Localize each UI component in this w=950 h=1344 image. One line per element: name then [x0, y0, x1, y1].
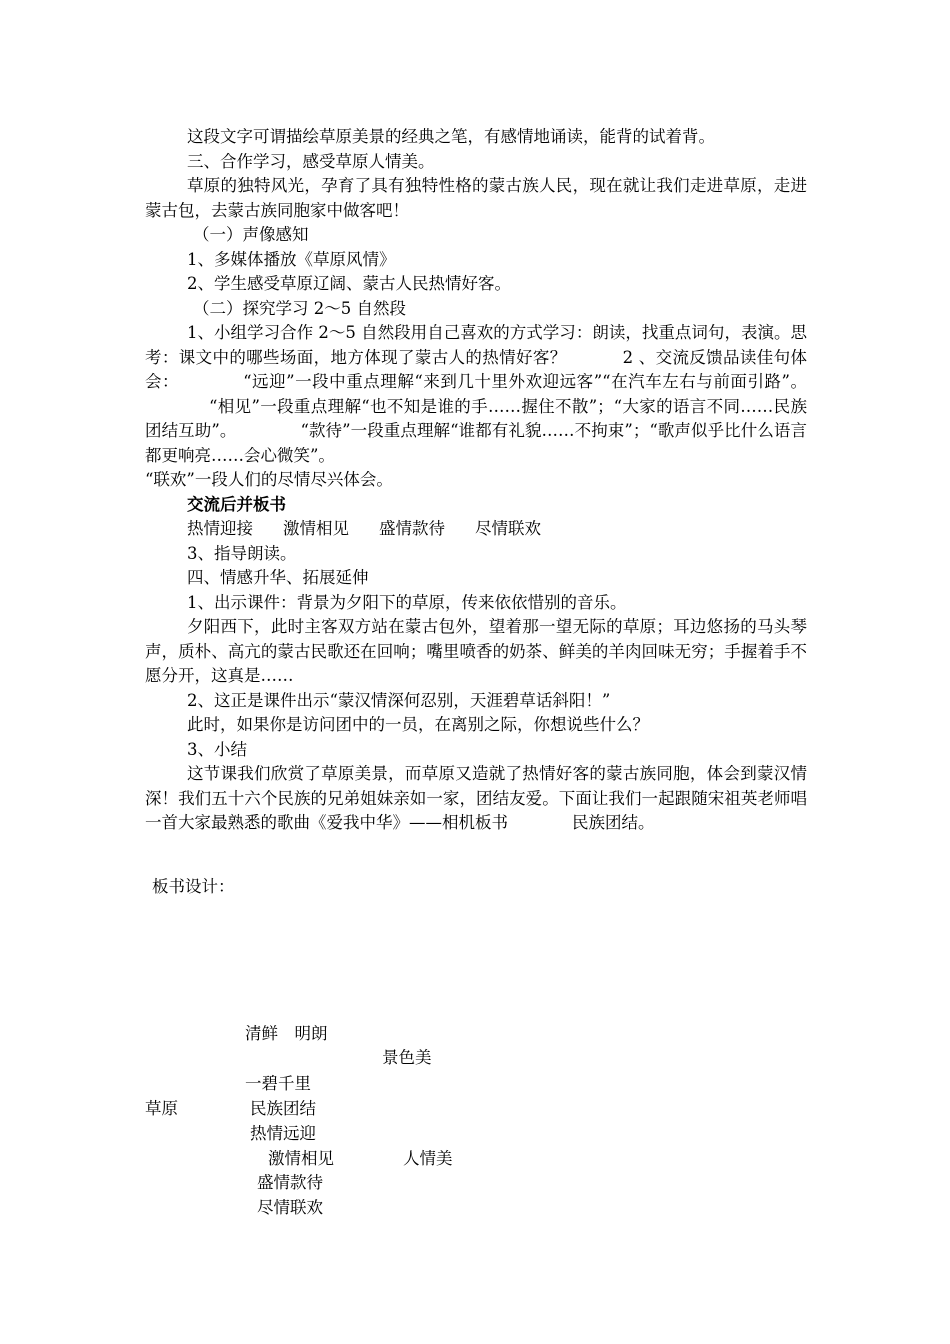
- list-item: 1、多媒体播放《草原风情》: [187, 249, 396, 269]
- board-design-title: 板书设计：: [152, 877, 235, 896]
- summary-term: 激情相见: [283, 519, 349, 538]
- text-run: “款待”一段重点理解“谁都有礼貌……不拘束”；“歌声似乎比什么语言都更响亮……会心微笑”。: [145, 421, 807, 465]
- text-run: “相见”一段重点理解“也不知是谁的手……握住不散”；“大家的语言不同……民族团结互助”。: [145, 396, 807, 440]
- list-item: 3、指导朗读。: [187, 543, 297, 563]
- board-item: 清鲜 明朗: [245, 1024, 328, 1043]
- paragraph: [145, 321, 807, 468]
- text-run: 民族团结。: [572, 813, 655, 832]
- list-item: 3、小结: [187, 739, 247, 759]
- board-item: 民族团结: [250, 1099, 316, 1118]
- board-item: 草原: [145, 1099, 178, 1118]
- text-run: 1、小组学习合作 2～5 自然段用自己喜欢的方式学习：朗读，找重点词句，表演。思考：课文中的哪些场面，地方体现了蒙古人的热情好客？: [145, 323, 807, 367]
- board-item: 盛情款待: [257, 1173, 323, 1192]
- paragraph: “联欢”一段人们的尽情尽兴体会。: [145, 470, 393, 489]
- list-item: 2、这正是课件出示“蒙汉情深何忍别，天涯碧草话斜阳！”: [187, 690, 611, 710]
- board-summary-line: [145, 517, 807, 542]
- text-run: “远迎”一段中重点理解“来到几十里外欢迎远客”“在汽车左右与前面引路”。: [243, 372, 807, 391]
- board-item: 景色美: [382, 1048, 432, 1067]
- paragraph: 夕阳西下，此时主客双方站在蒙古包外，望着那一望无际的草原；耳边悠扬的马头琴声，质朴、高亢的蒙古民歌还在回响；嘴里喷香的奶茶、鲜美的羊肉回味无穷；手握着手不愿分开，这真是……: [145, 617, 807, 685]
- paragraph: 这段文字可谓描绘草原美景的经典之笔，有感情地诵读，能背的试着背。: [187, 127, 715, 146]
- board-item: 热情远迎: [250, 1124, 316, 1143]
- board-item: 一碧千里: [245, 1074, 311, 1093]
- list-item: 2、学生感受草原辽阔、蒙古人民热情好客。: [187, 274, 511, 293]
- summary-term: 盛情款待: [379, 519, 445, 538]
- text-run: 这节课我们欣赏了草原美景，而草原又造就了热情好客的蒙古族同胞，体会到蒙汉情深！我们五十六个民族的兄弟姐妹亲如一家，团结友爱。下面让我们一起跟随宋祖英老师唱一首大家最熟悉的歌曲《爱我中华》——相机板书: [145, 764, 807, 832]
- text-run: 2 、交流反馈品读佳句体会：: [145, 347, 807, 391]
- board-item: 尽情联欢: [257, 1198, 323, 1217]
- board-item: 激情相见: [268, 1149, 334, 1168]
- summary-term: 尽情联欢: [475, 519, 541, 538]
- board-item: 人情美: [403, 1149, 453, 1168]
- section-heading: 三、合作学习，感受草原人情美。: [187, 151, 435, 171]
- sub-heading: （一）声像感知: [193, 225, 309, 244]
- paragraph: 此时，如果你是访问团中的一员，在离别之际，你想说些什么？: [187, 715, 649, 734]
- sub-heading: （二）探究学习 2～5 自然段: [193, 298, 406, 318]
- list-item: 1、出示课件：背景为夕阳下的草原，传来依依惜别的音乐。: [187, 592, 627, 612]
- section-heading: 四、情感升华、拓展延伸: [187, 568, 369, 587]
- paragraph: 草原的独特风光，孕育了具有独特性格的蒙古族人民，现在就让我们走进草原，走进蒙古包，去蒙古族同胞家中做客吧！: [145, 176, 807, 220]
- document-body: [145, 125, 807, 836]
- bold-heading: 交流后并板书: [187, 494, 286, 514]
- summary-term: 热情迎接: [187, 519, 253, 538]
- paragraph: [145, 762, 807, 836]
